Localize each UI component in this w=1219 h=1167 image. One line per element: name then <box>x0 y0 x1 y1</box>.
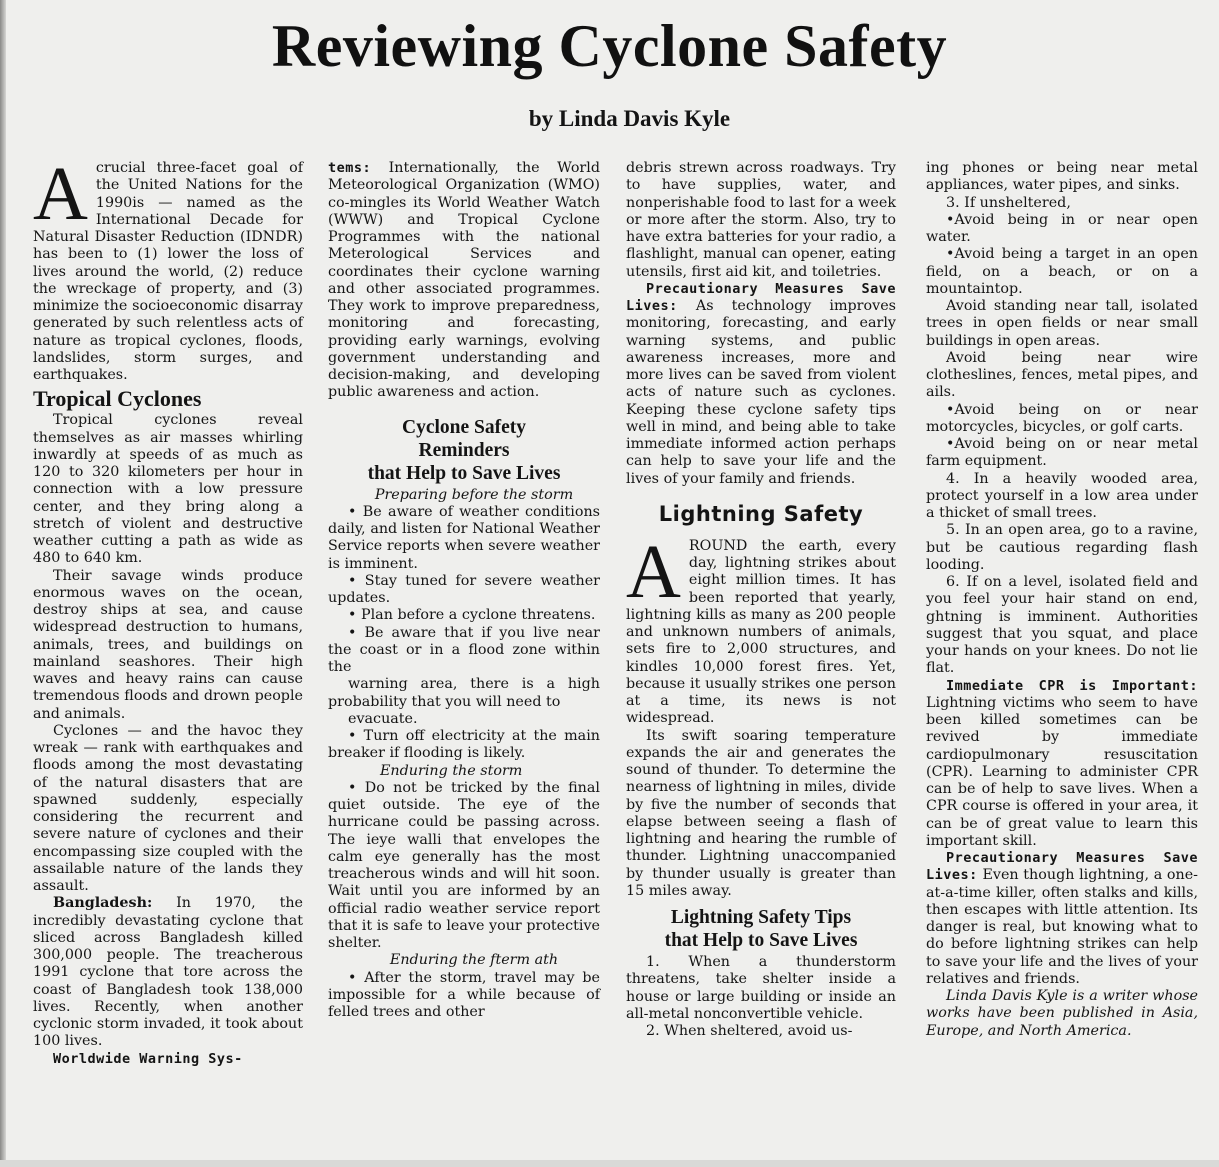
paragraph: Their savage winds produce enormous waves on the ocean, destroy ships at sea, and cause widespread destruction to humans, animals, trees, and buildings on mainland seashores. Their high waves and heavy rains can cause tremendous floods and drown people and animals. <box>33 567 303 722</box>
paragraph-text: As technology improves monitoring, forecasting, and early warning systems, and public awareness increases, more and more lives can be saved from violent acts of nature such as cyclones. Keeping these cyclone safety tips well in mind, and being able to take immediate informed action perhaps can help to save your life and the lives of your family and friends. <box>626 298 896 487</box>
tip-item: 2. When sheltered, avoid us- <box>646 1023 853 1039</box>
heading-line: Reminders <box>418 439 510 461</box>
scan-edge-shadow <box>0 0 6 1167</box>
run-in-head: Immediate CPR is Important: <box>946 677 1198 694</box>
lightning-intro <box>626 529 896 728</box>
bullet-item: • Be aware of weather conditions daily, and listen for National Weather Service reports when severe weather is imminent. <box>328 503 600 572</box>
run-in-head: Precautionary Measures Save Lives: <box>926 850 1198 884</box>
paragraph-text: Internationally, the World Meteorological Organization (WMO) co-mingles its World Weather Watch (WWW) and Tropical Cyclone Programmes with the national Meterological Services and coordinates their cyclone warning and other associated programmes. They work to improve preparedness, monitoring and forecasting, providing early warnings, evolving government understanding and decision-making, and developing public awareness and action. <box>328 160 600 401</box>
paragraph-text: Even though lightning, a one-at-a-time killer, often stalks and kills, then escapes with little attention. Its danger is real, but knowing what to do before lightning strikes can help to save your life and the lives of your relatives and friends. <box>926 867 1198 987</box>
heading-line: that Help to Save Lives <box>664 930 858 951</box>
section-heading-lightning-safety: Lightning Safety <box>658 501 864 526</box>
section-heading-cyclone-reminders <box>328 416 600 485</box>
column-2 <box>328 160 600 1021</box>
section-heading-tropical-cyclones: Tropical Cyclones <box>33 386 202 412</box>
tip-subitem: Avoid standing near tall, isolated trees in open fields or near small buildings in open areas. <box>926 298 1198 349</box>
tip-item: 6. If on a level, isolated field and you feel your hair stand on end, ghtning is imminent. Authorities suggest that you squat, and place your hands on your knees. Do not lie flat. <box>926 574 1198 677</box>
bullet-item: • Be aware that if you live near the coast or in a flood zone within the <box>328 624 600 675</box>
heading-line: Lightning Safety Tips <box>670 907 852 928</box>
run-in-head: Worldwide Warning Sys- <box>53 1050 243 1067</box>
bullet-item: • After the storm, travel may be impossible for a while because of felled trees and other <box>328 969 600 1020</box>
heading-line: that Help to Save Lives <box>367 462 561 484</box>
intro-text: ROUND the earth, every day, lightning strikes about eight million times. It has been reported that yearly, lightning kills as many as 200 people and unknown numbers of animals, sets fire to 2,000 structures, and kindles 10,000 forest fires. Yet, because it usually strikes one person at a time, its news is not widespread. <box>626 537 896 727</box>
tip-subitem: Avoid being near wire clotheslines, fences, metal pipes, and ails. <box>926 349 1198 401</box>
subheading-before-storm: Preparing before the storm <box>374 486 574 503</box>
paragraph-bangladesh <box>33 895 303 1050</box>
bullet-item-cont: evacuate. <box>348 710 418 727</box>
paragraph-continued: ing phones or being near metal appliances, water pipes, and sinks. <box>926 160 1198 194</box>
bullet-item: • Turn off electricity at the main breaker if flooding is likely. <box>328 728 600 762</box>
bullet-item-cont: warning area, there is a high probability that you will need to <box>328 676 600 710</box>
paragraph: Cyclones — and the havoc they wreak — rank with earthquakes and floods among the most devastating of the natural disasters that are spawned suddenly, especially considering the recurrent and severe nature of cyclones and their encompassing size coupled with the assailable nature of the lands they assault. <box>33 722 303 894</box>
tip-item: 1. When a thunderstorm threatens, take shelter inside a house or large building or inside an all-metal nonconvertible vehicle. <box>626 954 896 1022</box>
subheading-aftermath: Enduring the fterm ath <box>389 952 559 969</box>
tip-subitem: •Avoid being a target in an open field, on a beach, or on a mountaintop. <box>926 246 1198 297</box>
bullet-item: • Do not be tricked by the final quiet outside. The eye of the hurricane could be passing across. The ieye walli that envelopes the calm eye generally has the most treacherous winds and will hit soon. Wait until you are informed by an official radio weather service report that it is safe to leave your protective shelter. <box>328 779 600 951</box>
paragraph-text: In 1970, the incredibly devastating cyclone that sliced across Bangladesh killed 300,000 people. The treacherous 1991 cyclone that tore across the coast of Bangladesh took 138,000 lives. Recently, when another cyclonic storm invaded, it took about 100 lives. <box>33 895 303 1050</box>
tip-item: 3. If unsheltered, <box>946 194 1071 211</box>
bullet-item: • Stay tuned for severe weather updates. <box>328 572 600 606</box>
section-heading-lightning-tips <box>626 906 896 952</box>
bottom-margin <box>0 1160 1219 1167</box>
paragraph-warning-system <box>328 160 600 402</box>
paragraph: Tropical cyclones reveal themselves as air masses whirling inwardly at speeds of as much as 120 to 320 kilometers per hour in connection with a low pressure center, and they bring along a stretch of violent and destructive weather cutting a path as wide as 480 to 640 km. <box>33 412 303 567</box>
column-1 <box>33 152 303 1068</box>
drop-cap: A <box>33 152 88 236</box>
intro-paragraph <box>33 152 303 384</box>
column-3 <box>626 160 896 1040</box>
bullet-item: • Plan before a cyclone threatens. <box>348 607 596 624</box>
intro-text: crucial three-facet goal of the United Nations for the 1990is — named as the International Decade for Natural Disaster Reduction (IDNDR) has been to (1) lower the loss of lives around the world, (2) reduce the wreckage of property, and (3) minimize the socioeconomic disarray generated by such relentless acts of nature as tropical cyclones, floods, landslides, storm surges, and earthquakes. <box>33 160 303 383</box>
heading-line: Cyclone Safety <box>401 416 527 438</box>
tip-subitem: •Avoid being on or near motorcycles, bicycles, or golf carts. <box>926 401 1198 435</box>
paragraph-precaution <box>626 281 896 488</box>
run-in-head: tems: <box>328 160 372 176</box>
run-in-head: Bangladesh: <box>53 895 153 912</box>
tip-item: 4. In a heavily wooded area, protect yourself in a low area under a thicket of small trees. <box>926 470 1198 521</box>
paragraph: Its swift soaring temperature expands the air and generates the sound of thunder. To determine the nearness of lightning in miles, divide by five the number of seconds that elapse between seeing a flash of lightning and hearing the rumble of thunder. Lightning unaccompanied by thunder usually is greater than 15 miles away. <box>626 727 896 899</box>
tip-subitem: •Avoid being in or near open water. <box>926 211 1198 245</box>
column-4 <box>926 160 1198 1040</box>
author-note: Linda Davis Kyle is a writer whose works have been published in Asia, Europe, and North America. <box>926 988 1198 1039</box>
paragraph-text: Lightning victims who seem to have been killed sometimes can be revived by immediate cardiopulmonary resuscitation (CPR). Learning to administer CPR can be of help to save lives. When a CPR course is offered in your area, it can be of great value to learn this important skill. <box>926 694 1198 849</box>
tip-subitem: •Avoid being on or near metal farm equipment. <box>926 436 1198 470</box>
run-in-head: Precautionary Measures Save Lives: <box>626 280 896 314</box>
drop-cap: A <box>626 529 681 614</box>
paragraph-continued: debris strewn across roadways. Try to have supplies, water, and nonperishable food to last for a week or more after the storm. Also, try to have extra batteries for your radio, a flashlight, manual can opener, eating utensils, first aid kit, and toiletries. <box>626 160 896 280</box>
paragraph-cpr <box>926 678 1198 851</box>
byline: by Linda Davis Kyle <box>528 106 731 131</box>
tip-item: 5. In an open area, go to a ravine, but be cautious regarding flash looding. <box>926 522 1198 573</box>
subheading-during-storm: Enduring the storm <box>380 762 523 779</box>
paragraph-precaution <box>926 850 1198 988</box>
run-in-head-warning <box>33 1051 303 1068</box>
article-title: Reviewing Cyclone Safety <box>271 13 948 79</box>
